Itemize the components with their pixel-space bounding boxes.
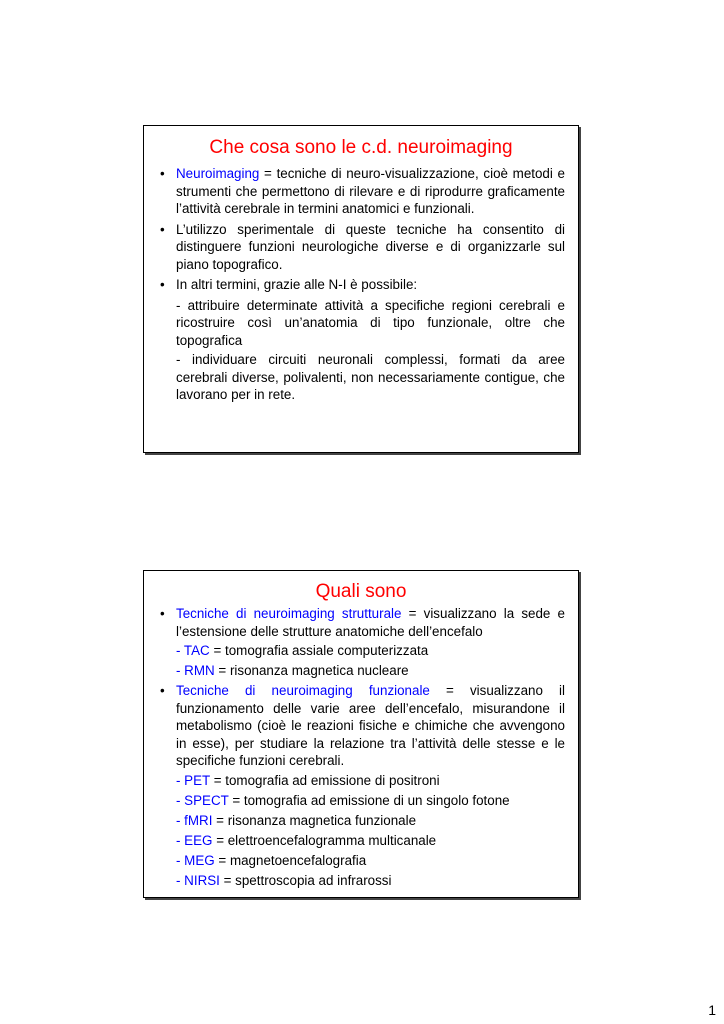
sub-item <box>158 792 565 810</box>
term-highlight: Neuroimaging <box>176 166 260 181</box>
sub-item <box>158 642 565 660</box>
sub-item <box>158 772 565 790</box>
sub-text: = magnetoencefalografia <box>214 852 367 868</box>
term-highlight: - TAC <box>176 643 210 658</box>
slide-techniques-list <box>143 570 579 898</box>
term-highlight: - MEG <box>176 852 215 868</box>
bullet-text: = visualizzano il funzionamento delle varie aree dell’encefalo, misurandone il metabolismo (cioè le reazioni fisiche e chimiche che avvengono in esse), per studiare la relazione tra l’attività delle stesse e le specifiche funzioni cerebrali. <box>176 683 565 768</box>
sub-text: = tomografia assiale computerizzata <box>209 643 429 658</box>
sub-item <box>158 872 565 890</box>
sub-item <box>158 832 565 850</box>
term-highlight: - NIRSI <box>176 872 220 888</box>
term-highlight: Tecniche di neuroimaging funzionale <box>176 683 430 698</box>
sub-item <box>158 852 565 870</box>
term-highlight: - SPECT <box>176 792 229 808</box>
sub-text: = tomografia ad emissione di positroni <box>209 772 440 788</box>
bullet-item <box>158 682 565 770</box>
sub-item: - attribuire determinate attività a specifiche regioni cerebrali e ricostruire così un’anatomia di tipo funzionale, oltre che topografica <box>176 297 565 348</box>
slide-title: Quali sono <box>315 581 407 602</box>
term-highlight: - EEG <box>176 832 213 848</box>
sub-text: = risonanza magnetica funzionale <box>212 812 417 828</box>
sub-text: = tomografia ad emissione di un singolo fotone <box>228 792 510 808</box>
bullet-text: = tecniche di neuro-visualizzazione, cioè metodi e strumenti che permettono di rilevare e di riprodurre graficamente l’attività cerebrale in termini anatomici e funzionali. <box>176 166 565 216</box>
bullet-item <box>158 605 565 640</box>
page-number: 1 <box>708 1002 716 1018</box>
sub-item <box>158 812 565 830</box>
sub-item <box>158 662 565 680</box>
sub-text: = risonanza magnetica nucleare <box>214 663 409 678</box>
sub-text: = spettroscopia ad infrarossi <box>219 872 392 888</box>
sub-item: - individuare circuiti neuronali complessi, formati da aree cerebrali diverse, polivalenti, non necessariamente contigue, che lavorano per in rete. <box>176 352 565 402</box>
sub-text: = elettroencefalogramma multicanale <box>212 832 437 848</box>
bullet-item: • L’utilizzo sperimentale di queste tecniche ha consentito di distinguere funzioni neurologiche diverse e di organizzarle sul piano topografico. <box>158 221 565 274</box>
term-highlight: - fMRI <box>176 812 213 828</box>
slide-title: Che cosa sono le c.d. neuroimaging <box>209 137 513 158</box>
term-highlight: - PET <box>176 772 210 788</box>
slide-content <box>144 605 578 889</box>
slide-content <box>144 165 578 404</box>
term-highlight: - RMN <box>176 663 215 678</box>
bullet-item: • In altri termini, grazie alle N-I è possibile: <box>158 276 565 294</box>
term-highlight: Tecniche di neuroimaging strutturale <box>176 606 402 621</box>
bullet-text: = visualizzano la sede e l’estensione delle strutture anatomiche dell’encefalo <box>176 606 565 639</box>
bullet-item <box>158 165 565 218</box>
slide-neuroimaging-definition <box>143 125 579 453</box>
